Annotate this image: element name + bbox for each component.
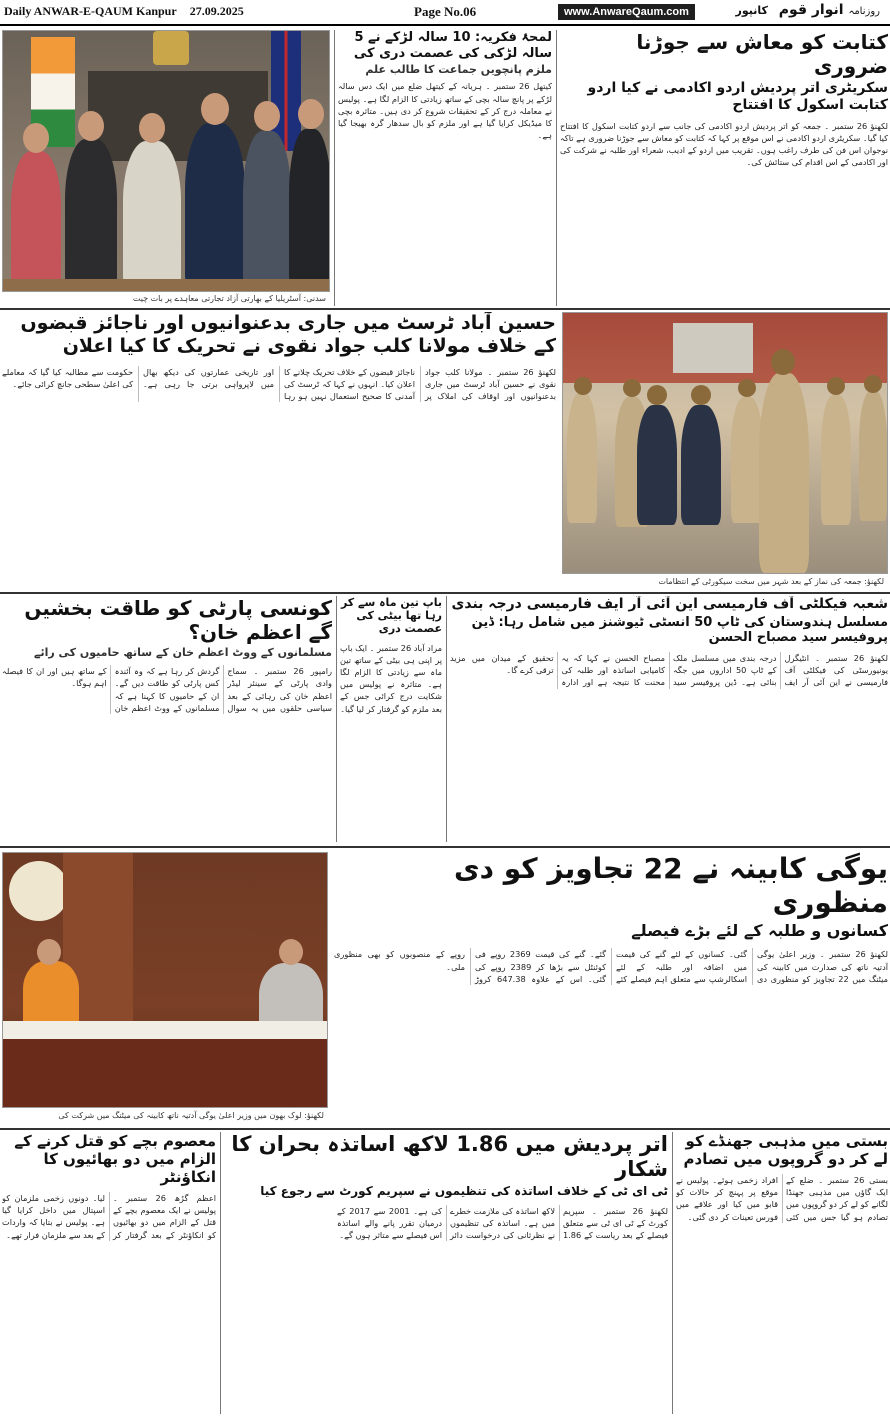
article-hussainabad: [2, 312, 556, 588]
hussainabad-headline: حسین آباد ٹرسٹ میں جاری بدعنوانیوں اور ناجائز قبضوں کے خلاف مولانا کلب جواد نقوی نے تحریک کا کیا اعلان: [20, 312, 556, 357]
clash-headline: بستی میں مذہبی جھنڈے کو لے کر دو گروپوں میں تصادم: [683, 1132, 888, 1168]
state-emblem: [9, 861, 69, 921]
website-link[interactable]: www.AnwareQaum.com: [558, 4, 695, 20]
article-religious-clash: [676, 1132, 888, 1414]
cabinet-photo: [2, 852, 328, 1108]
murder-headline: معصوم بچے کو قتل کرنے کے الزام میں دو بھائیوں کا انکاؤنٹر: [14, 1132, 216, 1186]
masthead-left: [4, 4, 254, 19]
column-rule: [336, 596, 337, 842]
calligraphy-headline: سکریٹری اتر پردیش اردو اکادمی نے کیا اردو کتابت اسکول کا افتتاح: [587, 80, 888, 113]
police-caption: لکھنؤ: جمعہ کی نماز کے بعد شہر میں سخت سیکورٹی کے انتظامات: [658, 577, 884, 586]
section-rule: [0, 1128, 890, 1130]
article-pharmacy: [450, 596, 888, 842]
hussainabad-body: لکھنؤ 26 ستمبر ۔ مولانا کلب جواد نقوی نے حسین آباد ٹرسٹ میں جاری بدعنوانیوں اور اوقاف کی املاک پر ناجائز قبضوں کے خلاف تحریک چلانے کا اعلان کیا۔ انہوں نے کہا کہ ٹرسٹ کی آمدنی کا صحیح استعمال نہیں ہو رہا اور تاریخی عمارتوں کی دیکھ بھال میں لاپرواہی برتی جا رہی ہے۔ حکومت سے مطالبہ کیا گیا کہ معاملے کی اعلیٰ سطحی جانچ کرائی جائے۔: [2, 366, 556, 401]
father-body: مراد آباد 26 ستمبر ۔ ایک باپ پر اپنی ہی بیٹی کے ساتھ تین ماہ سے زیادتی کا الزام لگا ہے۔ متاثرہ نے پولیس میں شکایت درج کرائی جس کے بعد ملزم کو گرفتار کر لیا گیا۔: [340, 642, 442, 714]
murder-body: اعظم گڑھ 26 ستمبر ۔ پولیس نے ایک معصوم بچے کے قتل کے الزام میں دو بھائیوں کو انکاؤنٹر کے بعد گرفتار کر لیا۔ دونوں زخمی ملزمان کو اسپتال میں داخل کرایا گیا ہے۔ پولیس نے بتایا کہ واردات کے بعد سے ملزمان فرار تھے۔: [2, 1193, 216, 1240]
ten-year-body: کیتھل 26 ستمبر ۔ ہریانہ کے کیتھل ضلع میں ایک دس سالہ لڑکے پر پانچ سالہ بچی کے ساتھ زیادتی کا الزام لگا ہے۔ پولیس نے معاملہ درج کر کے تحقیقات شروع کر دی ہیں۔ متاثرہ بچی کا میڈیکل کرایا گیا ہے اور ملزم کو بال سدھار گرہ بھیجا گیا ہے۔: [338, 81, 552, 141]
pharmacy-body: لکھنؤ 26 ستمبر ۔ انٹیگرل یونیورسٹی کی فیکلٹی آف فارمیسی نے این آئی آر ایف درجہ بندی میں مسلسل ملک کے ٹاپ 50 اداروں میں جگہ بنائی ہے۔ ڈین پروفیسر سید مصباح الحسن نے کہا کہ یہ کامیابی اساتذہ اور طلبہ کی محنت کا نتیجہ ہے اور ادارہ تحقیق کے میدان میں مزید ترقی کرے گا۔: [450, 652, 888, 688]
urdu-kind: روزنامہ: [848, 6, 880, 17]
column-rule: [446, 596, 447, 842]
ten-year-kicker: لمحۂ فکریہ: 10 سالہ لڑکے نے 5 سالہ لڑکی کی عصمت دری کی: [353, 30, 552, 61]
article-azam-khan: [2, 596, 332, 842]
article-yogi-cabinet: [334, 852, 888, 1124]
column-rule: [334, 30, 335, 306]
article-calligraphy: [560, 30, 888, 306]
teachers-headline: اتر پردیش میں 1.86 لاکھ اساتذہ بحران کا شکار: [231, 1132, 668, 1182]
gate: [673, 323, 753, 373]
column-rule: [220, 1132, 221, 1414]
page-number: Page No.06: [414, 4, 477, 19]
backdrop-panel: [88, 71, 268, 161]
paper-name: Daily ANWAR-E-QAUM Kanpur: [4, 4, 177, 18]
section-rule: [0, 308, 890, 310]
azam-subhead: مسلمانوں کے ووٹ اعظم خان کے ساتھ حامیوں کی رائے: [34, 646, 332, 659]
pharmacy-headline: مسلسل ہندوستان کی ٹاپ 50 انسٹی ٹیوشنز میں شامل رہا: ڈین پروفیسر سید مصباح الحسن: [471, 614, 888, 646]
teachers-body: لکھنؤ 26 ستمبر ۔ سپریم کورٹ کے ٹی ای ٹی سے متعلق فیصلے کے بعد ریاست کے 1.86 لاکھ اساتذہ کی ملازمت خطرے میں ہے۔ اساتذہ کی تنظیموں نے نظرثانی کی درخواست دائر کی ہے۔ 2001 سے 2017 کے درمیان تقرر پانے والے اساتذہ اس فیصلے سے متاثر ہوں گے۔: [337, 1205, 668, 1241]
delegation-photo: [2, 30, 330, 292]
emblem: [153, 31, 189, 65]
issue-date: 27.09.2025: [189, 4, 244, 18]
column-rule: [556, 30, 557, 306]
table-front: [3, 1039, 328, 1108]
urdu-masthead: [736, 2, 884, 18]
azam-headline: کونسی پارٹی کو طاقت بخشیں گے اعظم خان؟: [24, 596, 332, 644]
police-photo: [562, 312, 888, 574]
column-rule: [672, 1132, 673, 1414]
table: [3, 279, 330, 292]
delegation-caption: سدنی: آسٹریلیا کے بھارتی آزاد تجارتی معاہدے پر بات چیت: [132, 294, 326, 303]
ten-year-headline: ملزم پانچویں جماعت کا طالب علم: [365, 63, 552, 77]
article-ten-year: [338, 30, 552, 306]
cabinet-body: لکھنؤ 26 ستمبر ۔ وزیر اعلیٰ یوگی آدتیہ ناتھ کی صدارت میں کابینہ کی میٹنگ میں 22 تجاویز کو منظوری دی گئی۔ کسانوں کے لئے گنے کی قیمت میں اضافہ اور طلبہ کے لئے اسکالرشپ سے متعلق اہم فیصلے کئے گئے۔ گنے کی قیمت 2369 روپے فی کوئنٹل سے بڑھا کر 2389 روپے کی گئی۔ اس کے علاوہ 647.38 کروڑ روپے کے منصوبوں کو بھی منظوری ملی۔: [334, 949, 888, 984]
section-rule: [0, 592, 890, 594]
article-teachers: [224, 1132, 668, 1414]
calligraphy-kicker: کتابت کو معاش سے جوڑنا ضروری: [636, 30, 888, 78]
article-father: [340, 596, 442, 842]
cabinet-headline: یوگی کابینہ نے 22 تجاویز کو دی منظوری: [453, 852, 888, 919]
masthead-bar: [0, 0, 890, 26]
cabinet-subhead: کسانوں و طلبہ کے لئے بڑے فیصلے: [631, 921, 888, 941]
urdu-city: کانپور: [735, 4, 768, 17]
article-child-murder: [2, 1132, 216, 1414]
section-rule: [0, 846, 890, 848]
father-headline: باپ تین ماہ سے کر رہا تھا بیٹی کی عصمت دری: [340, 596, 442, 636]
azam-body: رامپور 26 ستمبر ۔ سماج وادی پارٹی کے سینئر لیڈر اعظم خان کی رہائی کے بعد سیاسی حلقوں میں یہ سوال گردش کر رہا ہے کہ وہ آئندہ کس پارٹی کو طاقت دیں گے۔ ان کے حامیوں کا کہنا ہے کہ مسلمانوں کے ووٹ اعظم خان کے ساتھ ہیں اور ان کا فیصلہ اہم ہوگا۔: [2, 666, 332, 713]
teachers-subhead: ٹی ای ٹی کے خلاف اساتذہ کی تنظیموں نے سپریم کورٹ سے رجوع کیا: [260, 1184, 668, 1199]
calligraphy-body: لکھنؤ 26 ستمبر ۔ جمعہ کو اتر پردیش اردو اکادمی کی جانب سے اردو کتابت اسکول کا افتتاح کیا گیا۔ سکریٹری اردو اکادمی نے اس موقع پر کہا کہ کتابت کو معاش سے جوڑنا ضروری ہے تاکہ نوجوان اس فن کی طرف راغب ہوں۔ تقریب میں اردو کے ادیب، شعراء اور طلبہ نے شرکت کی اور اکادمی کے اس اقدام کی ستائش کی۔: [560, 120, 888, 168]
clash-body: بستی 26 ستمبر ۔ ضلع کے ایک گاؤں میں مذہبی جھنڈا لگانے کو لے کر دو گروپوں میں تصادم ہو گیا جس میں کئی افراد زخمی ہوئے۔ پولیس نے موقع پر پہنچ کر حالات کو قابو میں کیا اور علاقے میں فورس تعینات کر دی گئی۔: [676, 1175, 888, 1222]
pharmacy-kicker: شعبہ فیکلٹی آف فارمیسی این آئی آر ایف فارمیسی درجہ بندی: [451, 596, 888, 612]
cabinet-caption: لکھنؤ: لوک بھون میں وزیر اعلیٰ یوگی آدتیہ ناتھ کابینہ کی میٹنگ میں شرکت کی: [58, 1111, 324, 1120]
urdu-title: انوار قوم: [778, 2, 844, 18]
